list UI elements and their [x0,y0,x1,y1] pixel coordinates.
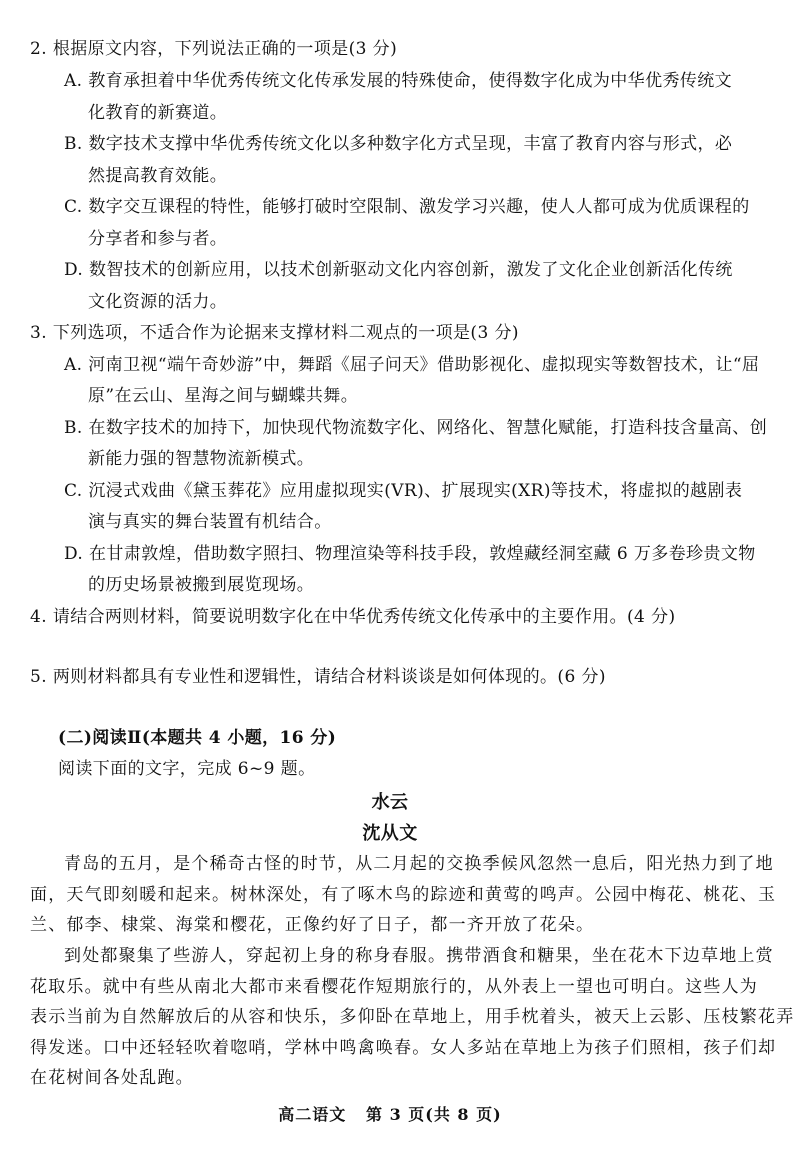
section-instruction: 阅读下面的文字，完成 6~9 题。 [58,759,316,779]
question-2-option-c: C. 数字交互课程的特性，能够打破时空限制、激发学习兴趣，使人人都可成为优质课程的 [64,197,750,217]
question-3-option-d-cont: 的历史场景被搬到展览现场。 [88,575,315,595]
question-3-stem: 3. 下列选项，不适合作为论据来支撑材料二观点的一项是(3 分) [30,323,519,343]
story-paragraph-2-line-5: 在花树间各处乱跑。 [30,1068,194,1088]
story-author: 沈从文 [362,823,418,844]
question-2-option-d-cont: 文化资源的活力。 [88,292,228,312]
question-4: 4. 请结合两则材料，简要说明数字化在中华优秀传统文化传承中的主要作用。(4 分) [30,607,676,627]
story-paragraph-1-line-2: 面，天气即刻暖和起来。树林深处，有了啄木鸟的踪迹和黄莺的鸣声。公园中梅花、桃花、玉 [30,885,777,905]
question-3-option-b: B. 在数字技术的加持下，加快现代物流数字化、网络化、智慧化赋能，打造科技含量高、创 [64,418,768,438]
story-paragraph-2-line-4: 得发迷。口中还轻轻吹着唿哨，学林中鸣禽唤春。女人多站在草地上为孩子们照相，孩子们却 [30,1038,777,1058]
story-paragraph-1-line-3: 兰、郁李、棣棠、海棠和樱花，正像约好了日子，都一齐开放了花朵。 [30,915,595,935]
story-paragraph-2-line-2: 花取乐。就中有些从南北大都市来看樱花作短期旅行的，从外表上一望也可明白。这些人为 [30,977,758,997]
question-3-option-b-cont: 新能力强的智慧物流新模式。 [88,449,315,469]
question-2-option-b: B. 数字技术支撑中华优秀传统文化以多种数字化方式呈现，丰富了教育内容与形式，必 [64,134,733,154]
page-footer: 高二语文 第 3 页(共 8 页) [278,1105,502,1124]
question-5: 5. 两则材料都具有专业性和逻辑性，请结合材料谈谈是如何体现的。(6 分) [30,667,606,687]
question-2-option-b-cont: 然提高教育效能。 [88,166,228,186]
question-2-option-c-cont: 分享者和参与者。 [88,229,228,249]
question-3-option-d: D. 在甘肃敦煌，借助数字照扫、物理渲染等科技手段，敦煌藏经洞室藏 6 万多卷珍贵文物 [64,544,756,564]
story-paragraph-1-line-1: 青岛的五月，是个稀奇古怪的时节，从二月起的交换季候风忽然一息后，阳光热力到了地 [64,854,774,874]
question-3-option-c: C. 沉浸式戏曲《黛玉葬花》应用虚拟现实(VR)、扩展现实(XR)等技术，将虚拟的越剧表 [64,481,743,501]
section-heading: (二)阅读Ⅱ(本题共 4 小题，16 分) [58,728,337,748]
story-paragraph-2-line-3: 表示当前为自然解放后的从容和快乐，多仰卧在草地上，用手枕着头，被天上云影、压枝繁花弄 [30,1007,795,1027]
question-3-option-a: A. 河南卫视“端午奇妙游”中，舞蹈《屈子问天》借助影视化、虚拟现实等数智技术，让“屈 [64,355,760,375]
question-2-option-a: A. 教育承担着中华优秀传统文化传承发展的特殊使命，使得数字化成为中华优秀传统文 [64,71,733,91]
question-3-option-c-cont: 演与真实的舞台装置有机结合。 [88,512,332,532]
question-2-option-a-cont: 化教育的新赛道。 [88,103,228,123]
story-paragraph-2-line-1: 到处都聚集了些游人，穿起初上身的称身春服。携带酒食和糖果，坐在花木下边草地上赏 [64,946,774,966]
question-3-option-a-cont: 原”在云山、星海之间与蝴蝶共舞。 [88,386,359,406]
story-title: 水云 [371,792,409,813]
question-2-option-d: D. 数智技术的创新应用，以技术创新驱动文化内容创新，激发了文化企业创新活化传统 [64,260,733,280]
question-2-stem: 2. 根据原文内容，下列说法正确的一项是(3 分) [30,39,398,59]
